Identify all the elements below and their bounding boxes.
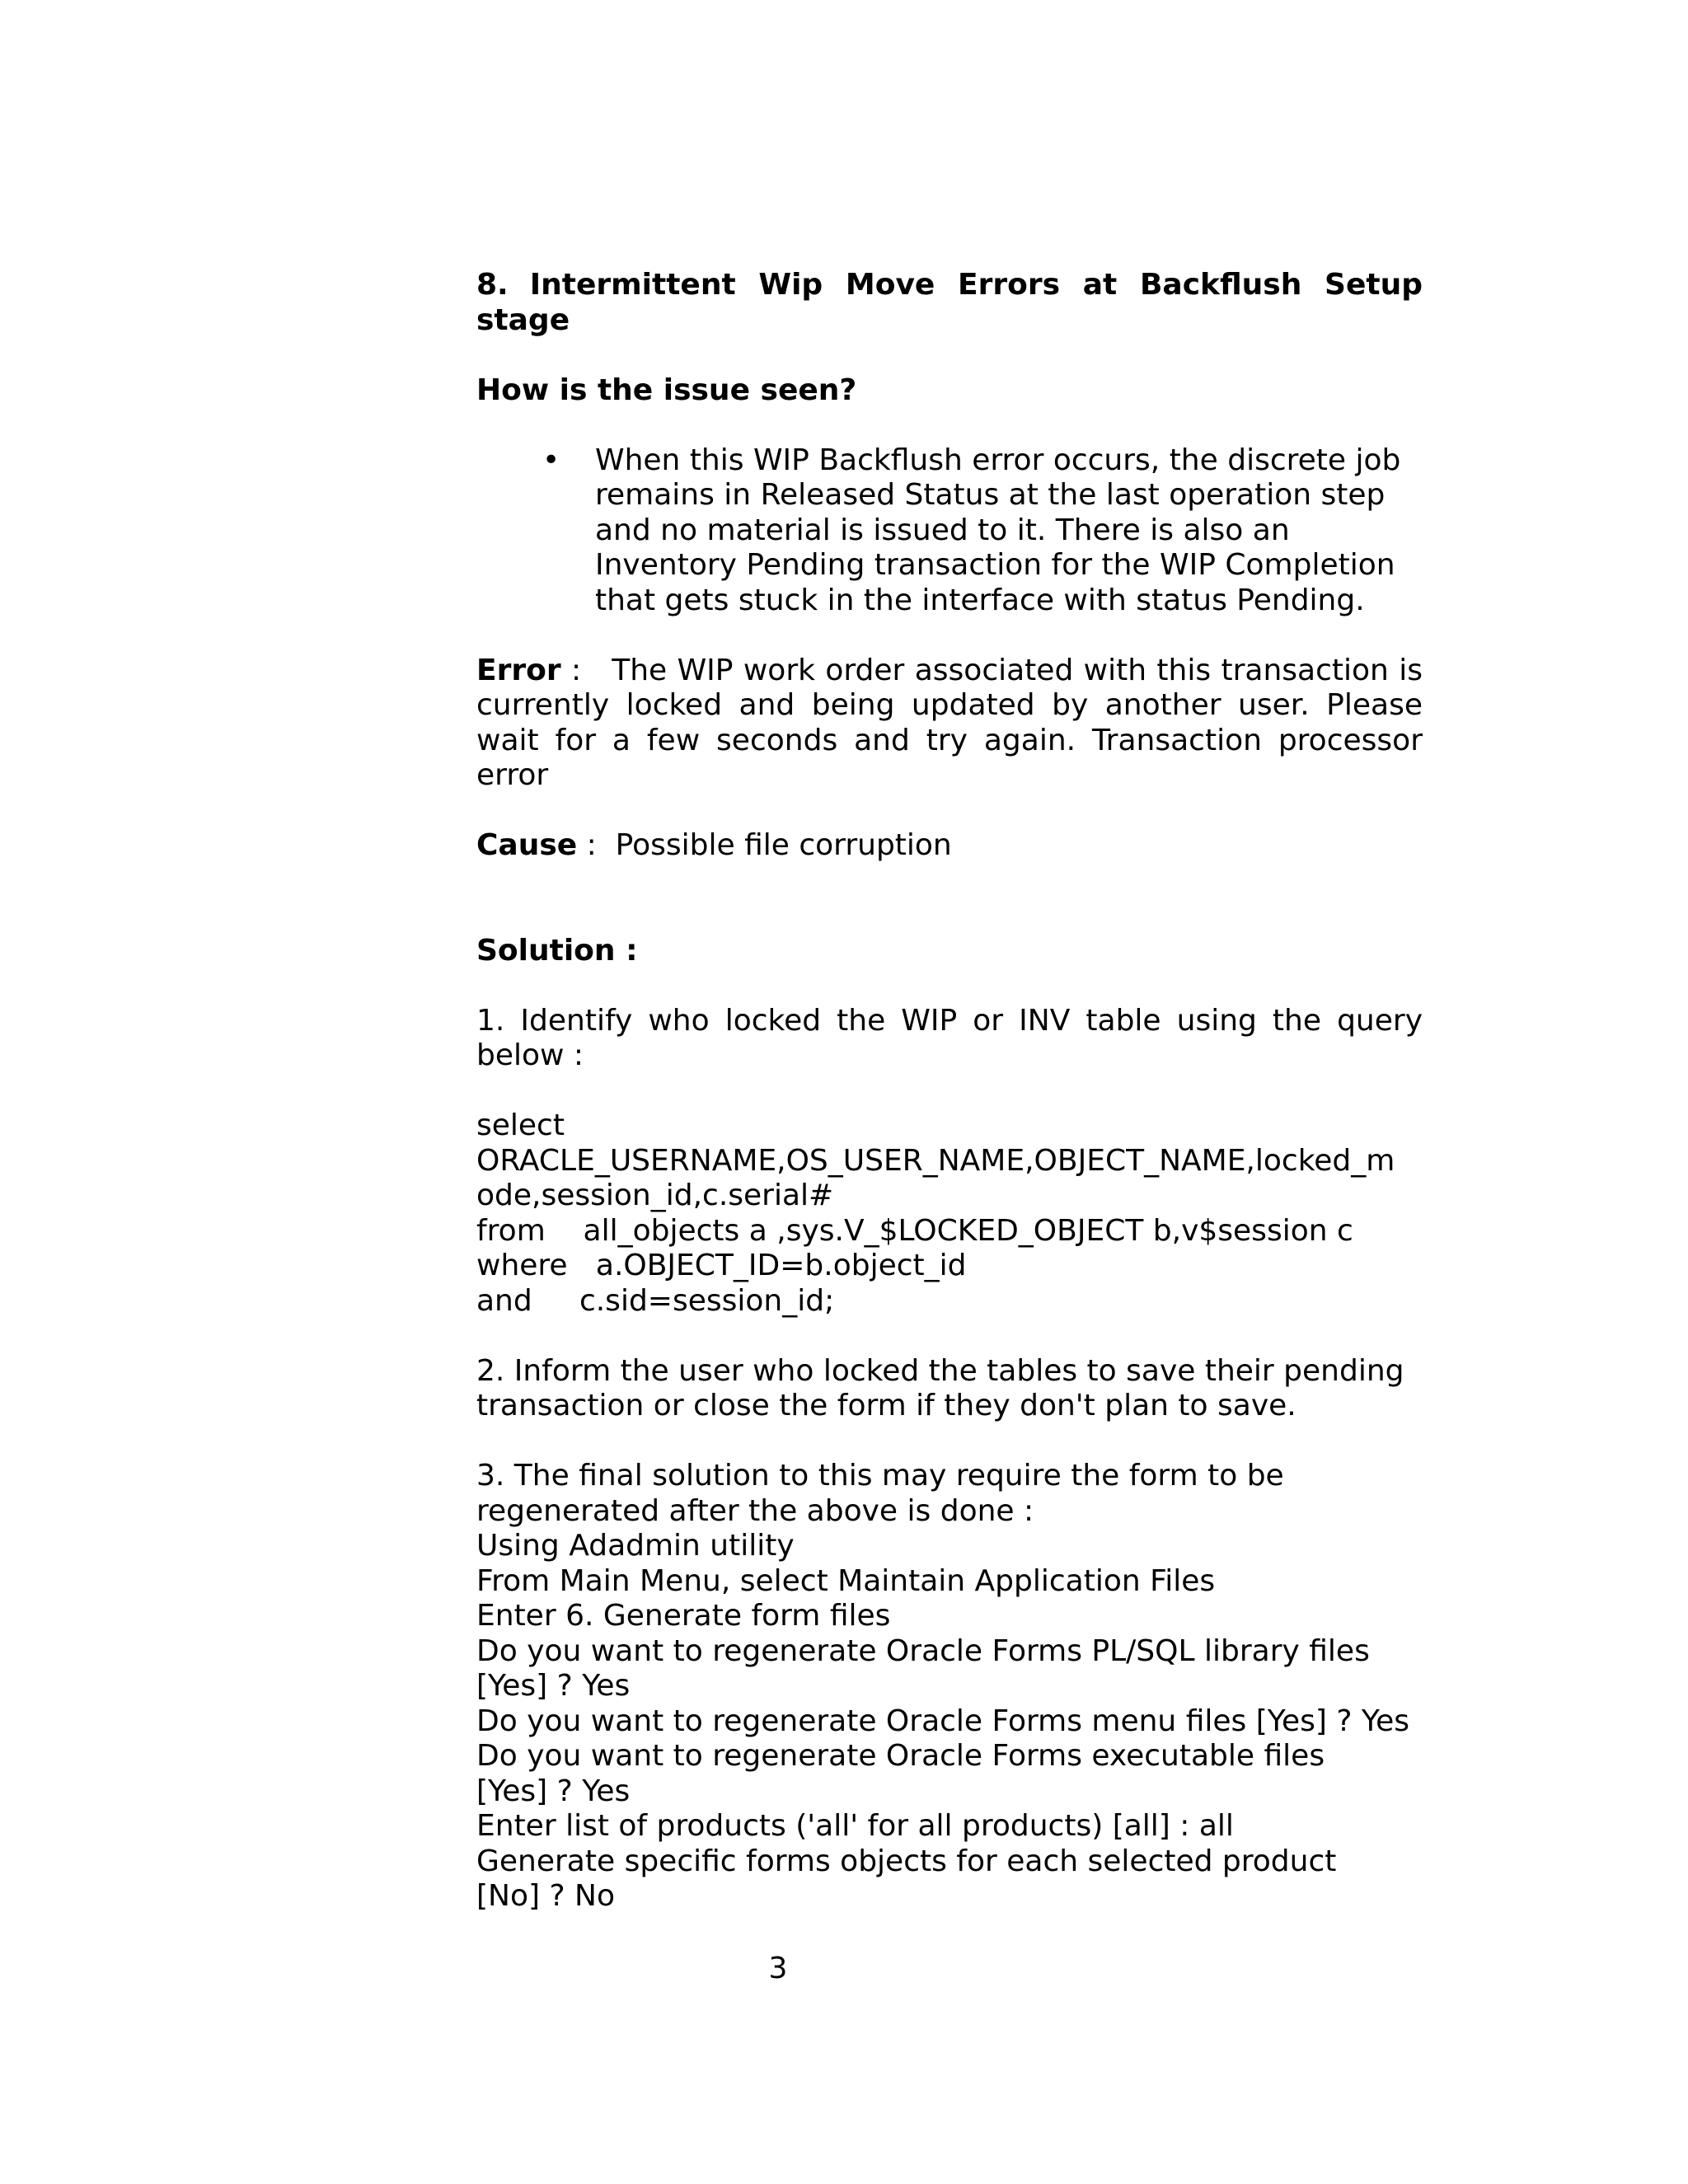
document-page — [476, 268, 1423, 1915]
cause-paragraph — [476, 828, 1423, 864]
step3-line: Using Adadmin utility — [476, 1529, 795, 1563]
solution-step-1: 1. Identify who locked the WIP or INV table using the query below : — [476, 1003, 1423, 1072]
error-paragraph — [476, 654, 1423, 794]
section-number: 8. — [476, 268, 509, 302]
step3-line: Enter list of products ('all' for all products) [all] : all — [476, 1809, 1234, 1843]
sql-query-line: select — [476, 1108, 565, 1142]
sql-query-line: ORACLE_USERNAME,OS_USER_NAME,OBJECT_NAME,locked_m — [476, 1143, 1395, 1178]
page-number: 3 — [768, 1952, 788, 1985]
step3-line: Do you want to regenerate Oracle Forms menu files [Yes] ? Yes — [476, 1704, 1410, 1738]
cause-label: Cause — [476, 828, 578, 862]
error-separator: : — [560, 653, 612, 687]
issue-bullet-text: When this WIP Backflush error occurs, the discrete job remains in Released Status at the last operation step and no material is issued to it. There is also an Inventory Pending transaction for the WIP Completion that gets stuck in the interface with status Pending. — [595, 443, 1401, 617]
step3-line: regenerated after the above is done : — [476, 1493, 1034, 1528]
bullet-icon: • — [542, 443, 560, 477]
cause-text: Possible file corruption — [615, 828, 952, 862]
solution-step-2: 2. Inform the user who locked the tables to save their pending transaction or close the form if they don't plan to save. — [476, 1353, 1414, 1422]
error-label: Error — [476, 653, 561, 687]
step3-line: Do you want to regenerate Oracle Forms executable files — [476, 1739, 1325, 1773]
issue-heading: How is the issue seen? — [476, 373, 857, 407]
step3-line: Enter 6. Generate form files — [476, 1599, 891, 1633]
section-heading — [476, 268, 1423, 338]
section-title: Intermittent Wip Move Errors at Backflush Setup stage — [476, 268, 1423, 337]
solution-step-3 — [476, 1459, 1423, 1915]
sql-query-line: from all_objects a ,sys.V_$LOCKED_OBJECT b,v$session c — [476, 1213, 1353, 1248]
cause-separator: : — [577, 828, 616, 862]
step3-line: [Yes] ? Yes — [476, 1774, 631, 1808]
sql-query-line: where a.OBJECT_ID=b.object_id — [476, 1249, 967, 1282]
sql-query-line: ode,session_id,c.serial# — [476, 1179, 834, 1212]
step3-line: 3. The final solution to this may require the form to be — [476, 1459, 1284, 1493]
step3-line: [No] ? No — [476, 1879, 615, 1913]
error-text: The WIP work order associated with this transaction is currently locked and being updated by another user. Please wait for a few seconds and try again. Transaction processor error — [476, 653, 1423, 792]
step3-line: Generate specific forms objects for each selected product — [476, 1844, 1337, 1878]
issue-bullet-item — [476, 443, 1423, 619]
step3-line: From Main Menu, select Maintain Application Files — [476, 1563, 1216, 1598]
step3-line: [Yes] ? Yes — [476, 1669, 631, 1703]
solution-heading: Solution : — [476, 933, 638, 968]
sql-query-block — [476, 1108, 1423, 1319]
step3-line: Do you want to regenerate Oracle Forms PL/SQL library files — [476, 1633, 1370, 1668]
sql-query-line: and c.sid=session_id; — [476, 1283, 835, 1318]
